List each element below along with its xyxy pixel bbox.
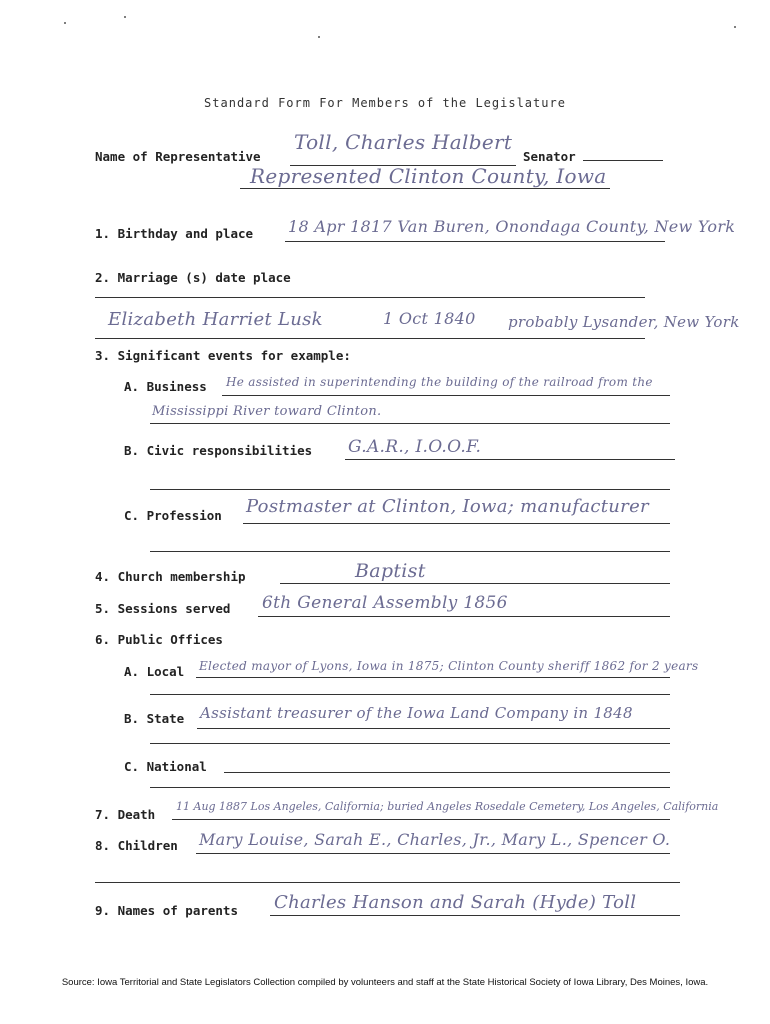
local-line-1 xyxy=(196,677,670,678)
sessions-line xyxy=(258,616,670,617)
local-value: Elected mayor of Lyons, Iowa in 1875; Clinton County sheriff 1862 for 2 years xyxy=(199,659,699,673)
sessions-value: 6th General Assembly 1856 xyxy=(262,593,508,613)
business-value: He assisted in superintending the building of the railroad from the xyxy=(226,375,653,389)
state-line-2 xyxy=(150,743,670,744)
state-line-1 xyxy=(197,728,670,729)
senator-line xyxy=(583,160,663,161)
birth-label: 1. Birthday and place xyxy=(95,226,254,241)
marriage-date: 1 Oct 1840 xyxy=(383,309,476,328)
sessions-label: 5. Sessions served xyxy=(95,601,231,616)
children-value: Mary Louise, Sarah E., Charles, Jr., Mary L., Spencer O. xyxy=(199,830,671,849)
civic-line-2 xyxy=(150,489,670,490)
business-label: A. Business xyxy=(124,379,207,394)
church-value: Baptist xyxy=(355,560,426,582)
parents-label: 9. Names of parents xyxy=(95,903,238,918)
birth-value: 18 Apr 1817 Van Buren, Onondaga County, New York xyxy=(288,217,736,236)
profession-line-1 xyxy=(243,523,670,524)
birth-line xyxy=(285,241,665,242)
local-line-2 xyxy=(150,694,670,695)
children-label: 8. Children xyxy=(95,838,178,853)
church-line xyxy=(280,583,670,584)
death-value: 11 Aug 1887 Los Angeles, California; buried Angeles Rosedale Cemetery, Los Angeles, California xyxy=(176,800,719,813)
marriage-line-1 xyxy=(95,297,645,298)
marriage-spouse: Elizabeth Harriet Lusk xyxy=(108,309,323,330)
represented-line xyxy=(240,188,610,189)
senator-label: Senator xyxy=(523,149,576,164)
church-label: 4. Church membership xyxy=(95,569,246,584)
local-label: A. Local xyxy=(124,664,185,679)
business-value-2: Mississippi River toward Clinton. xyxy=(152,404,382,419)
offices-label: 6. Public Offices xyxy=(95,632,223,647)
parents-line xyxy=(270,915,680,916)
civic-label: B. Civic responsibilities xyxy=(124,443,313,458)
name-value: Toll, Charles Halbert xyxy=(294,130,513,154)
represented-value: Represented Clinton County, Iowa xyxy=(250,164,607,188)
profession-line-2 xyxy=(150,551,670,552)
source-citation: Source: Iowa Territorial and State Legislators Collection compiled by volunteers and staff at the State Historical Society of Iowa Library, Des Moines, Iowa. xyxy=(61,977,709,988)
marriage-place: probably Lysander, New York xyxy=(508,313,740,331)
marriage-label: 2. Marriage (s) date place xyxy=(95,270,291,285)
parents-value: Charles Hanson and Sarah (Hyde) Toll xyxy=(274,892,637,913)
scan-speck xyxy=(64,22,66,24)
national-line-2 xyxy=(150,787,670,788)
civic-line-1 xyxy=(345,459,675,460)
marriage-line-2 xyxy=(95,338,645,339)
death-line xyxy=(172,819,670,820)
state-value: Assistant treasurer of the Iowa Land Company in 1848 xyxy=(200,704,633,722)
scan-speck xyxy=(124,16,126,18)
state-label: B. State xyxy=(124,711,185,726)
events-label: 3. Significant events for example: xyxy=(95,348,351,363)
business-line-1 xyxy=(222,395,670,396)
children-line xyxy=(196,853,670,854)
form-title: Standard Form For Members of the Legislature xyxy=(204,96,566,110)
national-label: C. National xyxy=(124,759,207,774)
profession-value: Postmaster at Clinton, Iowa; manufacturer xyxy=(246,496,649,517)
national-line-1 xyxy=(224,772,670,773)
name-label: Name of Representative xyxy=(95,149,261,164)
children-line-2 xyxy=(95,882,680,883)
civic-value: G.A.R., I.O.O.F. xyxy=(348,437,482,457)
scan-speck xyxy=(318,36,320,38)
death-label: 7. Death xyxy=(95,807,156,822)
scan-speck xyxy=(734,26,736,28)
profession-label: C. Profession xyxy=(124,508,222,523)
business-line-2 xyxy=(150,423,670,424)
